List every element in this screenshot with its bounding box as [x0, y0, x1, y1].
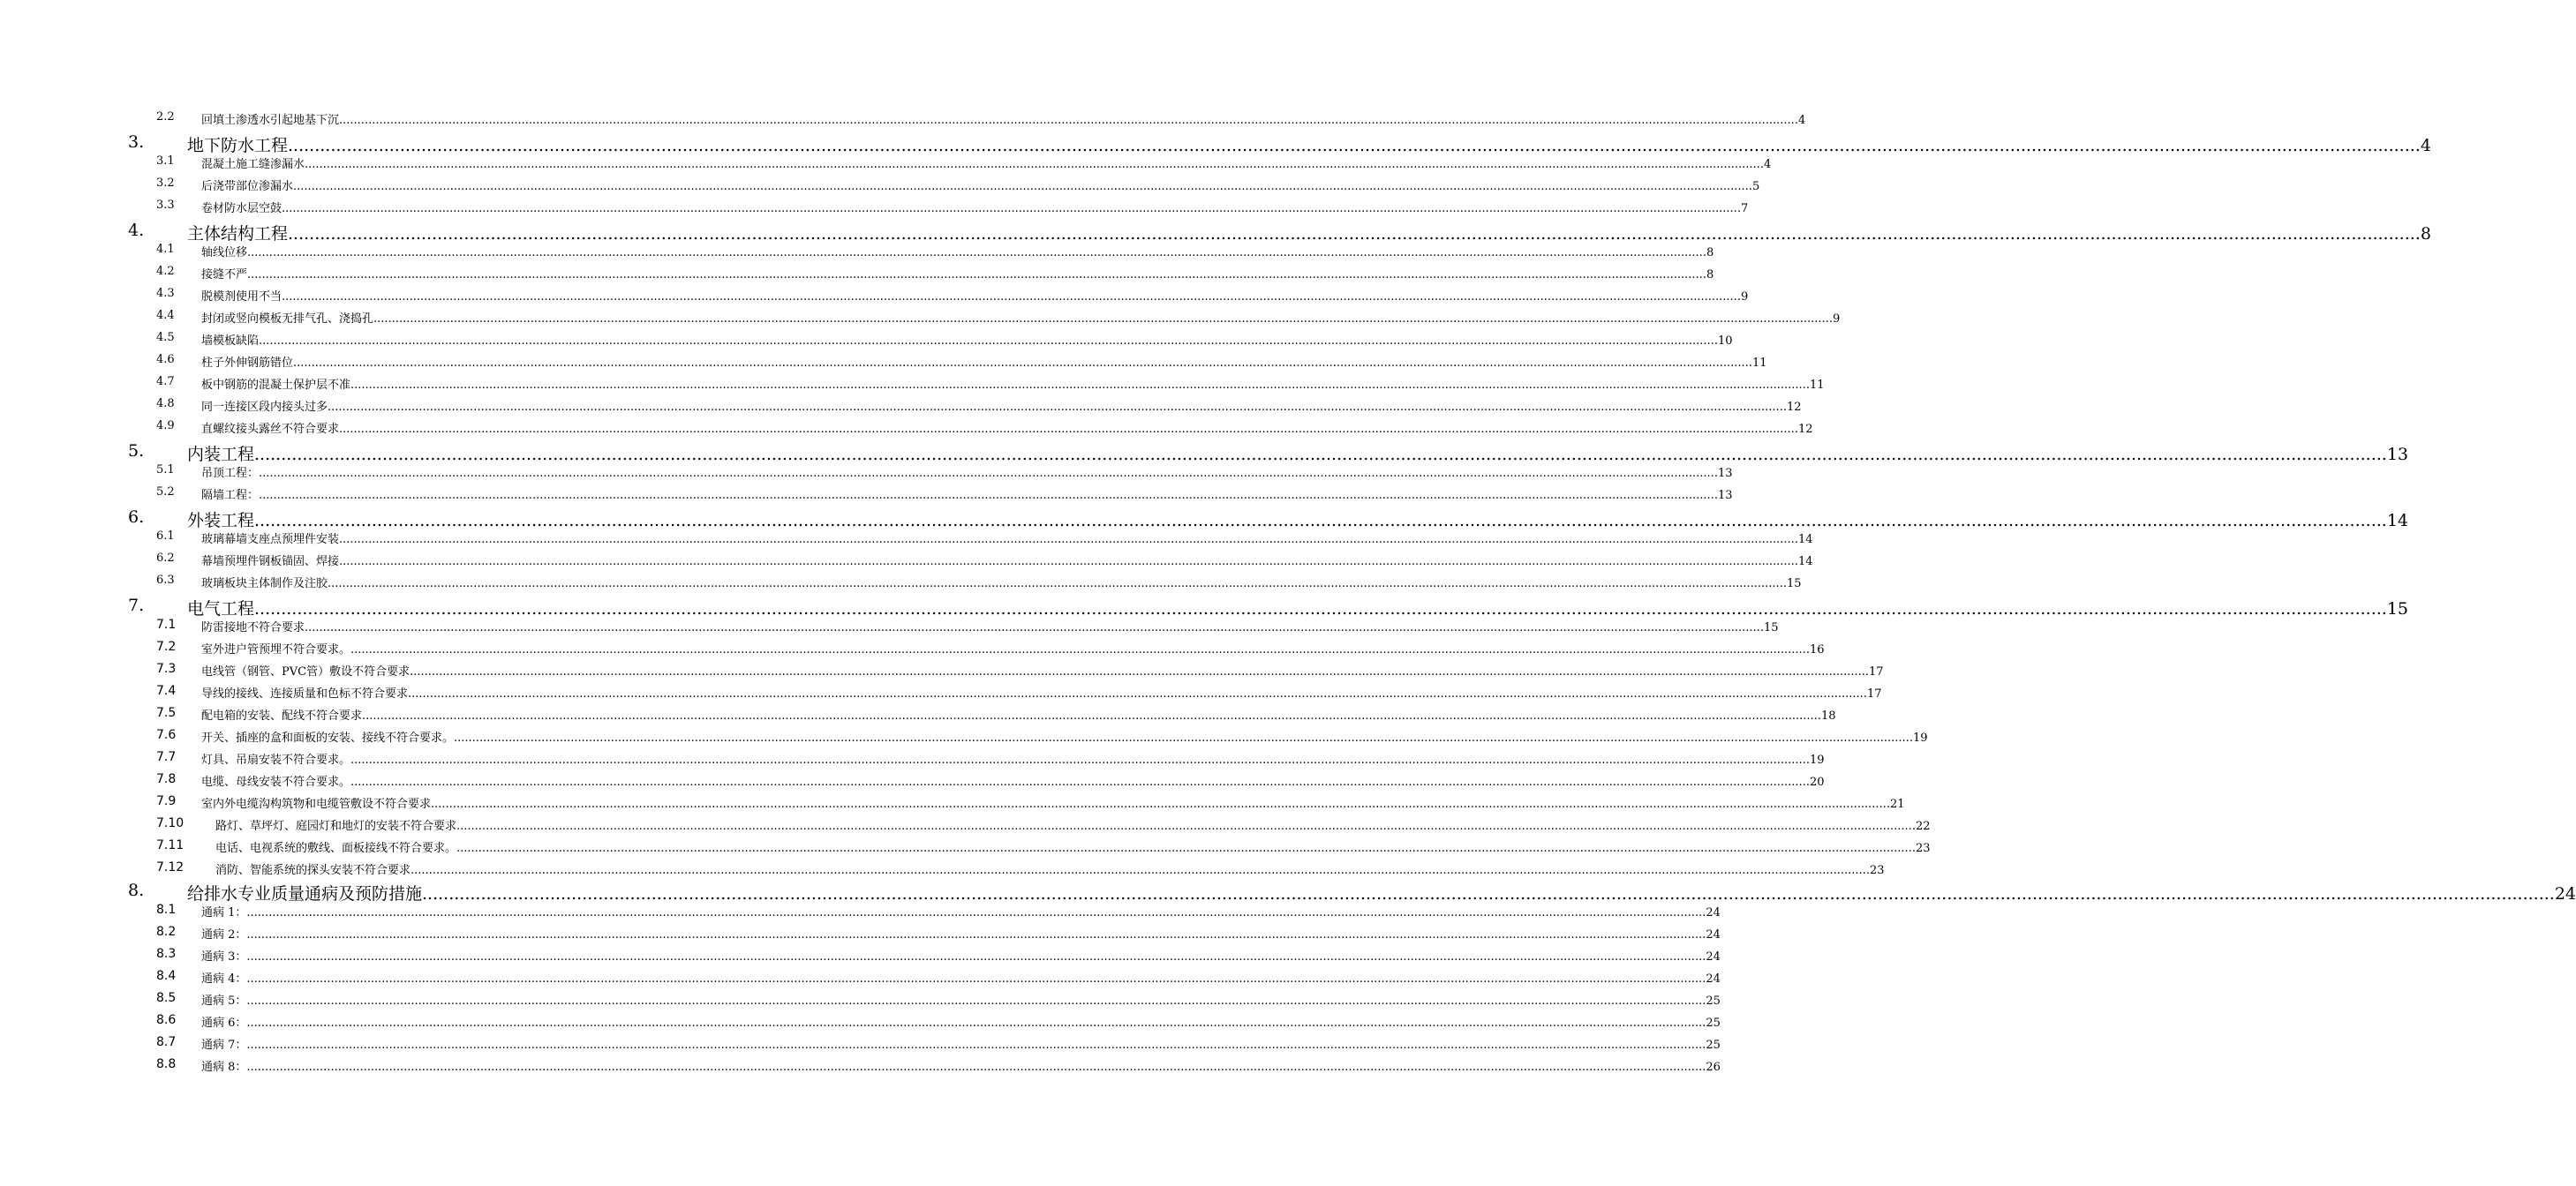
- toc-entry-body: [201, 110, 1806, 127]
- toc-entry-page-number: 8: [1706, 268, 1714, 281]
- toc-leader-dots: ................................................................................................................................................................................................................................................................................................................................................................................................................: [247, 246, 1706, 259]
- toc-entry-page-number: 14: [1797, 533, 1813, 546]
- toc-entry-number: 4.2: [156, 265, 175, 278]
- toc-entry-page-number: 19: [1809, 754, 1825, 767]
- toc-entry-title: 接缝不严: [201, 268, 248, 281]
- toc-entry-body: [201, 176, 1760, 193]
- toc-entry-number: 3.3: [156, 199, 175, 212]
- toc-entry-body: [201, 375, 1825, 392]
- toc-leader-dots: ................................................................................................................................................................................................................................................................................................................................................................................................................: [254, 511, 2387, 530]
- toc-entry-title: 灯具、吊扇安装不符合要求。: [201, 754, 351, 767]
- toc-entry-number: 4.7: [156, 375, 175, 388]
- toc-entry-page-number: 9: [1832, 312, 1841, 326]
- toc-leader-dots: ................................................................................................................................................................................................................................................................................................................................................................................................................: [259, 489, 1718, 502]
- toc-entry-body: [201, 925, 1721, 942]
- toc-entry-title: 同一连接区段内接头过多: [201, 401, 328, 414]
- toc-entry-page-number: 23: [1869, 864, 1885, 877]
- toc-leader-dots: ................................................................................................................................................................................................................................................................................................................................................................................................................: [293, 357, 1752, 370]
- toc-entry-page-number: 25: [1706, 995, 1721, 1008]
- toc-entry-page-number: 13: [1717, 467, 1733, 480]
- toc-entry-page-number: 21: [1889, 798, 1905, 811]
- toc-entry-title: 轴线位移: [201, 246, 248, 259]
- toc-entry-number: 8.5: [156, 991, 177, 1005]
- toc-entry-title: 玻璃幕墙支座点预埋件安装: [201, 533, 340, 546]
- toc-entry-body: [201, 1057, 1721, 1074]
- toc-entry-number: 8.6: [156, 1013, 177, 1027]
- toc-entry-body: [201, 199, 1749, 215]
- toc-entry-page-number: 7: [1740, 202, 1749, 215]
- toc-entry-page-number: 24: [1706, 928, 1721, 942]
- toc-entry-page-number: 15: [2386, 599, 2409, 619]
- toc-entry-page-number: 17: [1866, 687, 1882, 701]
- toc-entry-body: [187, 507, 2409, 531]
- toc-leader-dots: ................................................................................................................................................................................................................................................................................................................................................................................................................: [246, 1061, 1706, 1074]
- toc-leader-dots: ................................................................................................................................................................................................................................................................................................................................................................................................................: [254, 445, 2387, 464]
- toc-entry-title: 通病 2：: [201, 928, 247, 942]
- toc-entry-body: [201, 397, 1802, 414]
- toc-leader-dots: ................................................................................................................................................................................................................................................................................................................................................................................................................: [373, 312, 1833, 326]
- toc-entry-number: 3.2: [156, 176, 175, 190]
- toc-entry-title: 通病 7：: [201, 1039, 247, 1052]
- toc-leader-dots: ................................................................................................................................................................................................................................................................................................................................................................................................................: [456, 820, 1916, 833]
- toc-leader-dots: ................................................................................................................................................................................................................................................................................................................................................................................................................: [246, 1039, 1706, 1052]
- toc-leader-dots: ................................................................................................................................................................................................................................................................................................................................................................................................................: [282, 202, 1741, 215]
- toc-leader-dots: ................................................................................................................................................................................................................................................................................................................................................................................................................: [328, 577, 1787, 590]
- toc-entry-title: 后浇带部位渗漏水: [201, 180, 294, 193]
- toc-leader-dots: ................................................................................................................................................................................................................................................................................................................................................................................................................: [305, 621, 1764, 634]
- toc-entry-number: 6.3: [156, 574, 175, 587]
- toc-leader-dots: ................................................................................................................................................................................................................................................................................................................................................................................................................: [350, 754, 1810, 767]
- toc-entry-title: 直螺纹接头露丝不符合要求: [201, 423, 340, 436]
- toc-entry-body: [187, 132, 2431, 156]
- toc-entry-page-number: 13: [2386, 445, 2409, 464]
- toc-entry-number: 7.2: [156, 640, 177, 654]
- toc-entry-page-number: 16: [1809, 643, 1825, 657]
- toc-entry-page-number: 24: [1706, 950, 1721, 964]
- toc-entry-title: 通病 6：: [201, 1017, 247, 1030]
- toc-entry-page-number: 18: [1820, 709, 1836, 723]
- toc-entry-page-number: 4: [1797, 114, 1806, 127]
- toc-entry-title: 吊顶工程：: [201, 467, 260, 480]
- toc-entry-body: [201, 1013, 1721, 1030]
- toc-entry-title: 主体结构工程: [187, 224, 289, 244]
- toc-entry-page-number: 8: [1706, 246, 1714, 259]
- toc-entry-body: [201, 1035, 1721, 1052]
- toc-entry-title: 地下防水工程: [187, 136, 289, 155]
- toc-entry-body: [201, 552, 1813, 568]
- toc-entry-page-number: 25: [1706, 1039, 1721, 1052]
- toc-entry-number: 5.2: [156, 485, 175, 499]
- toc-leader-dots: ................................................................................................................................................................................................................................................................................................................................................................................................................: [282, 290, 1741, 304]
- toc-entry-number: 6.1: [156, 529, 175, 543]
- toc-entry-title: 柱子外伸钢筋错位: [201, 357, 294, 370]
- toc-entry-page-number: 23: [1915, 842, 1931, 855]
- toc-entry-body: [201, 618, 1779, 634]
- toc-entry-page-number: 17: [1869, 665, 1884, 679]
- toc-entry-number: 4.4: [156, 309, 175, 322]
- toc-leader-dots: ................................................................................................................................................................................................................................................................................................................................................................................................................: [254, 599, 2387, 619]
- toc-entry-number: 5.1: [156, 463, 175, 477]
- toc-entry-page-number: 24: [1706, 972, 1721, 986]
- toc-entry-page-number: 22: [1915, 820, 1931, 833]
- toc-entry-page-number: 19: [1912, 732, 1928, 745]
- toc-entry-number: 7.4: [156, 684, 177, 698]
- toc-entry-title: 室外进户管预埋不符合要求。: [201, 643, 351, 657]
- toc-entry-body: [201, 662, 1884, 679]
- toc-entry-page-number: 4: [2420, 136, 2431, 155]
- toc-entry-page-number: 25: [1706, 1017, 1721, 1030]
- toc-entry-body: [201, 772, 1825, 789]
- toc-leader-dots: ................................................................................................................................................................................................................................................................................................................................................................................................................: [408, 687, 1867, 701]
- toc-entry-page-number: 8: [2420, 224, 2431, 244]
- toc-entry-title: 配电箱的安装、配线不符合要求: [201, 709, 363, 723]
- toc-entry-title: 通病 3：: [201, 950, 247, 964]
- toc-entry-page-number: 11: [1751, 357, 1767, 370]
- toc-entry-title: 外装工程: [187, 511, 255, 530]
- toc-entry-title: 通病 1：: [201, 906, 247, 920]
- toc-entry-page-number: 24: [1706, 906, 1721, 920]
- toc-entry-title: 回填土渗透水引起地基下沉: [201, 114, 340, 127]
- toc-entry-number: 3.1: [156, 154, 175, 168]
- toc-entry-number: 8.8: [156, 1057, 177, 1071]
- toc-entry-body: [201, 991, 1721, 1008]
- toc-entry-number: 7.3: [156, 662, 177, 676]
- toc-entry-title: 室内外电缆沟构筑物和电缆管敷设不符合要求: [201, 798, 432, 811]
- toc-entry-page-number: 15: [1786, 577, 1802, 590]
- toc-entry-body: [201, 684, 1882, 701]
- toc-entry-page-number: 12: [1786, 401, 1802, 414]
- toc-entry-title: 墙模板缺陷: [201, 334, 260, 348]
- toc-entry-body: [201, 794, 1905, 811]
- toc-leader-dots: ................................................................................................................................................................................................................................................................................................................................................................................................................: [288, 224, 2421, 244]
- toc-entry-number: 7.: [128, 596, 145, 615]
- toc-leader-dots: ................................................................................................................................................................................................................................................................................................................................................................................................................: [293, 180, 1752, 193]
- toc-entry-number: 2.2: [156, 110, 175, 124]
- toc-leader-dots: ................................................................................................................................................................................................................................................................................................................................................................................................................: [350, 379, 1810, 392]
- toc-leader-dots: ................................................................................................................................................................................................................................................................................................................................................................................................................: [246, 972, 1706, 986]
- toc-entry-title: 玻璃板块主体制作及注胶: [201, 577, 328, 590]
- toc-entry-title: 路灯、草坪灯、庭园灯和地灯的安装不符合要求: [215, 820, 457, 833]
- toc-entry-number: 8.: [128, 881, 145, 900]
- toc-entry-body: [215, 816, 1931, 833]
- toc-entry-body: [201, 903, 1721, 920]
- toc-entry-body: [201, 485, 1733, 502]
- toc-entry-body: [187, 221, 2431, 244]
- toc-entry-body: [201, 529, 1813, 546]
- toc-leader-dots: ................................................................................................................................................................................................................................................................................................................................................................................................................: [350, 776, 1810, 789]
- toc-leader-dots: ................................................................................................................................................................................................................................................................................................................................................................................................................: [246, 928, 1706, 942]
- toc-entry-title: 通病 4：: [201, 972, 247, 986]
- toc-entry-title: 防雷接地不符合要求: [201, 621, 305, 634]
- toc-entry-page-number: 12: [1797, 423, 1813, 436]
- toc-leader-dots: ................................................................................................................................................................................................................................................................................................................................................................................................................: [288, 136, 2421, 155]
- toc-entry-body: [201, 574, 1802, 590]
- toc-entry-title: 卷材防水层空鼓: [201, 202, 282, 215]
- toc-entry-title: 隔墙工程：: [201, 489, 260, 502]
- toc-entry-title: 通病 5：: [201, 995, 247, 1008]
- toc-leader-dots: ................................................................................................................................................................................................................................................................................................................................................................................................................: [246, 1017, 1706, 1030]
- toc-entry-title: 开关、插座的盒和面板的安装、接线不符合要求。: [201, 732, 455, 745]
- toc-entry-number: 8.1: [156, 903, 177, 917]
- toc-entry-body: [201, 706, 1836, 723]
- toc-leader-dots: ................................................................................................................................................................................................................................................................................................................................................................................................................: [259, 334, 1718, 348]
- toc-entry-body: [201, 353, 1767, 370]
- toc-entry-title: 消防、智能系统的探头安装不符合要求: [215, 864, 411, 877]
- toc-leader-dots: ................................................................................................................................................................................................................................................................................................................................................................................................................: [246, 995, 1706, 1008]
- toc-entry-page-number: 10: [1717, 334, 1733, 348]
- toc-leader-dots: ................................................................................................................................................................................................................................................................................................................................................................................................................: [259, 467, 1718, 480]
- toc-leader-dots: ................................................................................................................................................................................................................................................................................................................................................................................................................: [339, 423, 1798, 436]
- toc-entry-number: 8.3: [156, 947, 177, 961]
- toc-leader-dots: ................................................................................................................................................................................................................................................................................................................................................................................................................: [246, 906, 1706, 920]
- toc-entry-body: [201, 265, 1714, 281]
- toc-entry-page-number: 14: [2386, 511, 2409, 530]
- toc-entry-title: 混凝土施工缝渗漏水: [201, 158, 305, 171]
- toc-leader-dots: ................................................................................................................................................................................................................................................................................................................................................................................................................: [328, 401, 1787, 414]
- toc-entry-body: [201, 947, 1721, 964]
- toc-entry-number: 4.5: [156, 331, 175, 344]
- toc-entry-body: [187, 881, 2576, 905]
- toc-leader-dots: ................................................................................................................................................................................................................................................................................................................................................................................................................: [410, 665, 1870, 679]
- toc-entry-number: 6.: [128, 507, 145, 527]
- toc-entry-page-number: 14: [1797, 555, 1813, 568]
- toc-entry-body: [201, 331, 1733, 348]
- toc-entry-title: 电线管（钢管、PVC管）敷设不符合要求: [201, 665, 411, 679]
- toc-entry-body: [201, 728, 1928, 745]
- toc-entry-number: 7.8: [156, 772, 177, 786]
- toc-entry-title: 内装工程: [187, 445, 255, 464]
- toc-entry-body: [215, 860, 1885, 877]
- toc-entry-title: 电气工程: [187, 599, 255, 619]
- toc-entry-number: 7.1: [156, 618, 177, 632]
- toc-entry-page-number: 26: [1706, 1061, 1721, 1074]
- toc-entry-number: 4.6: [156, 353, 175, 366]
- toc-entry-number: 7.7: [156, 750, 177, 764]
- toc-entry-number: 8.4: [156, 969, 177, 983]
- toc-entry-body: [201, 309, 1841, 326]
- toc-entry-number: 4.: [128, 221, 145, 240]
- toc-leader-dots: ................................................................................................................................................................................................................................................................................................................................................................................................................: [362, 709, 1821, 723]
- toc-leader-dots: ................................................................................................................................................................................................................................................................................................................................................................................................................: [454, 732, 1913, 745]
- toc-entry-page-number: 9: [1740, 290, 1749, 304]
- toc-entry-page-number: 11: [1809, 379, 1825, 392]
- toc-entry-body: [215, 838, 1931, 855]
- toc-entry-body: [201, 154, 1772, 171]
- toc-entry-number: 6.2: [156, 552, 175, 565]
- toc-leader-dots: ................................................................................................................................................................................................................................................................................................................................................................................................................: [339, 114, 1798, 127]
- toc-leader-dots: ................................................................................................................................................................................................................................................................................................................................................................................................................: [339, 555, 1798, 568]
- toc-leader-dots: ................................................................................................................................................................................................................................................................................................................................................................................................................: [246, 950, 1706, 964]
- toc-entry-page-number: 24: [2554, 884, 2576, 904]
- toc-leader-dots: ................................................................................................................................................................................................................................................................................................................................................................................................................: [339, 533, 1798, 546]
- toc-entry-number: 7.11: [156, 838, 185, 852]
- toc-leader-dots: ................................................................................................................................................................................................................................................................................................................................................................................................................: [422, 884, 2555, 904]
- toc-entry-number: 7.12: [156, 860, 185, 874]
- toc-entry-body: [201, 969, 1721, 986]
- toc-entry-number: 4.8: [156, 397, 175, 410]
- toc-leader-dots: ................................................................................................................................................................................................................................................................................................................................................................................................................: [431, 798, 1890, 811]
- toc-entry-title: 幕墙预埋件钢板锚固、焊接: [201, 555, 340, 568]
- toc-entry-number: 3.: [128, 132, 145, 152]
- toc-entry-body: [201, 463, 1733, 480]
- toc-entry-number: 7.5: [156, 706, 177, 720]
- toc-entry-title: 给排水专业质量通病及预防措施: [187, 884, 423, 904]
- toc-leader-dots: ................................................................................................................................................................................................................................................................................................................................................................................................................: [411, 864, 1870, 877]
- toc-leader-dots: ................................................................................................................................................................................................................................................................................................................................................................................................................: [305, 158, 1764, 171]
- toc-entry-number: 8.2: [156, 925, 177, 939]
- toc-entry-number: 8.7: [156, 1035, 177, 1049]
- toc-entry-number: 4.3: [156, 287, 175, 300]
- toc-entry-body: [187, 441, 2409, 465]
- toc-entry-number: 4.9: [156, 419, 175, 432]
- toc-entry-body: [201, 750, 1825, 767]
- toc-leader-dots: ................................................................................................................................................................................................................................................................................................................................................................................................................: [456, 842, 1916, 855]
- toc-entry-body: [201, 287, 1749, 304]
- toc-entry-page-number: 5: [1751, 180, 1760, 193]
- toc-entry-title: 通病 8：: [201, 1061, 247, 1074]
- toc-entry-body: [201, 419, 1813, 436]
- toc-entry-title: 电话、电视系统的敷线、面板接线不符合要求。: [215, 842, 457, 855]
- toc-leader-dots: ................................................................................................................................................................................................................................................................................................................................................................................................................: [247, 268, 1706, 281]
- toc-entry-page-number: 4: [1763, 158, 1772, 171]
- toc-entry-title: 封闭或竖向模板无排气孔、浇捣孔: [201, 312, 374, 326]
- toc-entry-number: 7.6: [156, 728, 177, 742]
- toc-entry-page-number: 15: [1763, 621, 1779, 634]
- toc-entry-body: [201, 640, 1825, 657]
- toc-leader-dots: ................................................................................................................................................................................................................................................................................................................................................................................................................: [350, 643, 1810, 657]
- toc-entry-number: 4.1: [156, 243, 175, 256]
- toc-entry-title: 导线的接线、连接质量和色标不符合要求: [201, 687, 409, 701]
- toc-entry-number: 5.: [128, 441, 145, 461]
- toc-entry-page-number: 20: [1809, 776, 1825, 789]
- toc-entry-title: 脱模剂使用不当: [201, 290, 282, 304]
- toc-entry-body: [201, 243, 1714, 259]
- toc-entry-page-number: 13: [1717, 489, 1733, 502]
- toc-entry-body: [187, 596, 2409, 619]
- toc-entry-number: 7.10: [156, 816, 185, 830]
- toc-entry-title: 板中钢筋的混凝土保护层不准: [201, 379, 351, 392]
- toc-entry-number: 7.9: [156, 794, 177, 808]
- toc-entry-title: 电缆、母线安装不符合要求。: [201, 776, 351, 789]
